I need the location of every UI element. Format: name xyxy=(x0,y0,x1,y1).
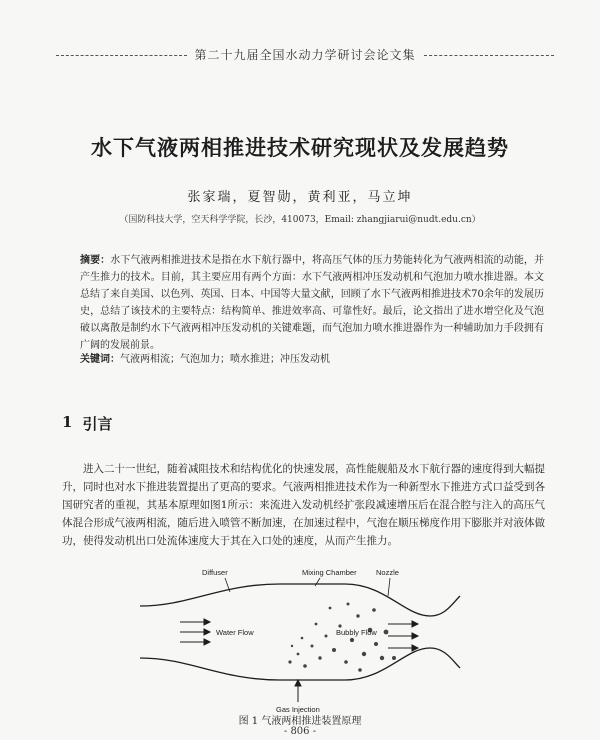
abstract-text: 水下气液两相推进技术是指在水下航行器中，将高压气体的压力势能转化为气液两相流的动能，并产生推力的技术。目前，其主要应用有两个方面：水下气液两相冲压发动机和气泡加力喷水推进器。本文总结了来自美国、以色列、英国、日本、中国等大量文献，回顾了水下气液两相推进技术70余年的发展历史，总结了该技术的主要特点：结构简单、推进效率高、可靠性好。最后，论文指出了进水增空化及气泡破以离散是制约水下气液两相冲压发动机的关键难题，而气泡加力喷水推进器作为一种辅助加力手段拥有广阔的发展前景。 xyxy=(80,255,545,351)
running-header xyxy=(56,46,554,63)
water-flow-arrows xyxy=(180,619,210,645)
water-flow-label: Water Flow xyxy=(216,628,254,637)
keywords-text: 气液两相流；气泡加力；喷水推进；冲压发动机 xyxy=(120,354,330,365)
propulsion-diagram xyxy=(130,566,470,716)
gas-injection-arrow xyxy=(295,680,301,702)
header-rule-right xyxy=(424,55,555,56)
section-heading-introduction xyxy=(62,413,112,434)
intro-paragraph: 进入二十一世纪，随着减阻技术和结构优化的快速发展，高性能舰船及水下航行器的速度得到大幅提升，同时也对水下推进装置提出了更高的要求。气液两相推进技术作为一种新型水下推进方式口益受到各国研究者的重视，其基本原理如图1所示：来流进入发动机经扩张段减速增压后在混合腔与注入的高压气体混合形成气液两相流，随后进入喷管不断加速，在加速过程中，气泡在顺压梯度作用下膨胀并对液体做功，使得发动机出口处流体速度大于其在入口处的速度，从而产生推力。 xyxy=(62,463,545,547)
section-number: 1 xyxy=(62,413,73,431)
mixing-chamber-label: Mixing Chamber xyxy=(302,568,357,577)
figure-caption: 图 1 气液两相推进装置原理 xyxy=(238,716,362,727)
keywords-label: 关键词： xyxy=(80,354,120,365)
keywords xyxy=(80,350,544,365)
bubbly-flow-label: Bubbly Flow xyxy=(336,628,377,637)
nozzle-label: Nozzle xyxy=(376,568,399,577)
header-rule-left xyxy=(56,55,187,56)
diffuser-label: Diffuser xyxy=(202,568,228,577)
paper-authors: 张家瑞，夏智勋，黄利亚，马立坤 xyxy=(187,190,413,205)
paper-affiliation: （国防科技大学，空天科学学院，长沙，410073，Email: zhangjiarui@nudt.edu.cn） xyxy=(119,215,481,225)
mixing-chamber-leader xyxy=(315,578,320,586)
nozzle-leader xyxy=(388,578,390,596)
bubbly-flow-arrows xyxy=(388,621,418,651)
figure-1 xyxy=(130,566,470,716)
abstract-label: 摘要： xyxy=(80,255,111,266)
abstract xyxy=(80,252,544,354)
engine-lower-wall xyxy=(140,648,460,680)
gas-injection-label: Gas Injection xyxy=(276,705,320,714)
bubbles xyxy=(288,603,396,672)
paper-title: 水下气液两相推进技术研究现状及发展趋势 xyxy=(91,136,509,160)
page-number: - 806 - xyxy=(283,726,317,737)
engine-upper-wall xyxy=(140,584,460,616)
section-title: 引言 xyxy=(82,415,113,433)
running-title: 第二十九届全国水动力学研讨会论文集 xyxy=(194,48,416,62)
